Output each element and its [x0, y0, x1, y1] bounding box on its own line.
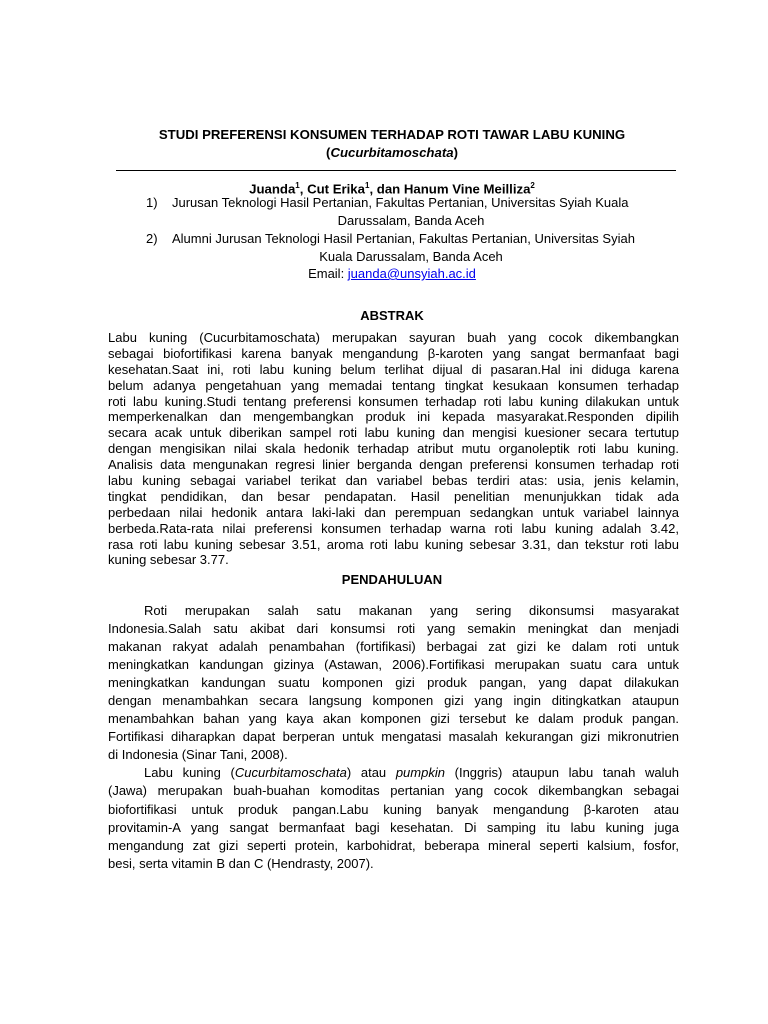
abstract-line: kuning sebesar 3.77. — [108, 552, 229, 568]
body-line: mengandung zat gizi seperti protein, karbohidrat, beberapa mineral seperti kalsium, fosfor, — [108, 837, 679, 853]
body-line: di Indonesia (Sinar Tani, 2008). — [108, 747, 288, 763]
author-affiliation-mark: 2 — [530, 181, 535, 190]
body-line: Labu kuning (Cucurbitamoschata) atau pumpkin (Inggris) ataupun labu tanah waluh — [144, 765, 679, 781]
abstract-line: rasa roti labu kuning sebesar 3.51, aroma roti labu kuning sebesar 3.31, dan tekstur roti labu — [108, 536, 679, 552]
abstract-line: Analisis data mengunakan regresi linier berganda dengan preferensi konsumen terhadap roti — [108, 457, 679, 473]
affiliation-number: 2) — [146, 231, 158, 246]
abstract-line: dengan mengisikan nilai skala hedonik terhadap atribut mutu organoleptik roti labu kuning. — [108, 441, 679, 457]
paper-title — [108, 126, 676, 161]
body-line: besi, serta vitamin B dan C (Hendrasty, 2007). — [108, 855, 374, 871]
body-line: makanan rakyat adalah penambahan (fortifikasi) berbagai zat gizi ke dalam roti untuk — [108, 639, 679, 655]
introduction-heading: PENDAHULUAN — [341, 572, 443, 587]
abstract-line: roti labu kuning.Studi tentang preferensi konsumen terhadap roti labu kuning dilakukan untuk — [108, 393, 679, 409]
introduction-text — [108, 602, 679, 873]
title-divider — [116, 170, 676, 171]
abstract-line: sebagai biofortifikasi karena banyak mengandung β-karoten yang sangat bermanfaat bagi — [108, 345, 679, 361]
english-term: pumpkin — [395, 765, 445, 781]
affiliation-1 — [146, 194, 676, 230]
contact-email — [108, 265, 676, 282]
author-affiliation-mark: 1 — [295, 181, 300, 190]
body-line: Roti merupakan salah satu makanan yang sering dikonsumsi masyarakat — [144, 603, 679, 618]
body-line: menambahkan bahan yang kaya akan komponen gizi tersebut ke dalam produk pangan. — [108, 711, 679, 727]
author-name: Juanda — [249, 181, 296, 197]
author-affiliation-mark: 1 — [364, 181, 370, 190]
abstract-line: tingkat pendidikan, dan besar pendapatan. Hasil penelitian menunjukkan tidak ada — [108, 488, 679, 504]
author-list: Juanda$^1$, Cut Erika$^1$, dan Hanum Vine Meilliza$^2$ — [249, 181, 535, 197]
email-link[interactable]: juanda@unsyiah.ac.id — [347, 266, 476, 281]
affiliation-line: Kuala Darussalam, Banda Aceh — [319, 249, 503, 264]
abstract-line: Labu kuning (Cucurbitamoschata) merupakan sayuran buah yang cocok dikembangkan — [108, 330, 679, 345]
affiliation-line: Jurusan Teknologi Hasil Pertanian, Fakultas Pertanian, Universitas Syiah Kuala — [172, 195, 629, 210]
title-species-name: Cucurbitamoschata — [330, 144, 454, 160]
affiliation-number: 1) — [146, 195, 158, 210]
body-line: Fortifikasi diharapkan dapat berperan untuk mengatasi masalah kekurangan gizi mikronutrien — [108, 729, 679, 745]
body-line: (Jawa) merupakan buah-buahan komoditas pertanian yang cocok dikembangkan sebagai — [108, 783, 679, 799]
affiliation-2 — [146, 230, 676, 266]
affiliation-line: Darussalam, Banda Aceh — [337, 213, 485, 228]
abstract-line: secara acak untuk diberikan sampel roti labu kuning dan mengisi kuesioner secara tertutup — [108, 425, 679, 441]
title-line-2: (Cucurbitamoschata) — [326, 144, 458, 160]
species-name: Cucurbitamoschata — [234, 765, 347, 781]
abstract-line: perbedaan nilai hedonik antara laki-laki dan perempuan sedangkan untuk variabel lainnya — [108, 504, 679, 520]
abstract-line: berbeda.Rata-rata nilai preferensi konsumen terhadap warna roti labu kuning adalah 3.42, — [108, 520, 679, 536]
abstract-line: kesehatan.Saat ini, roti labu kuning belum terlihat dijual di pasaran.Hal ini diduga karena — [108, 361, 679, 377]
title-line-1: STUDI PREFERENSI KONSUMEN TERHADAP ROTI TAWAR LABU KUNING — [158, 127, 626, 142]
body-line: provitamin-A yang sangat bermanfaat bagi kesehatan. Di samping itu labu kuning juga — [108, 819, 679, 835]
email-label: Email: — [308, 266, 348, 281]
abstract-heading: ABSTRAK — [360, 308, 424, 323]
body-line: biofortifikasi untuk produk pangan.Labu kuning banyak mengandung β-karoten atau — [108, 801, 679, 817]
body-line: Indonesia.Salah satu akibat dari konsumsi roti yang semakin meningkat dan menjadi — [108, 621, 679, 637]
author-name: Cut Erika — [307, 181, 365, 197]
body-line: meningkatkan kandungan suatu komponen gizi produk pangan, yang dapat dilakukan — [108, 675, 679, 691]
abstract-line: belum adanya pengetahuan yang memadai tentang tingkat kesukaan konsumen terhadap — [108, 377, 679, 393]
body-line: meningkatkan kandungan gizinya (Astawan, 2006).Fortifikasi merupakan suatu cara untuk — [108, 657, 679, 673]
author-name: Hanum Vine Meilliza — [403, 181, 531, 197]
affiliation-line: Alumni Jurusan Teknologi Hasil Pertanian, Fakultas Pertanian, Universitas Syiah — [172, 231, 635, 246]
abstract-line: labu kuning sebagai variabel terikat dan variabel bebas terdiri atas: usia, jenis kelamin, — [108, 473, 679, 489]
body-line: dengan menambahkan secara langsung komponen gizi yang ingin ditingkatkan ataupun — [108, 693, 679, 709]
abstract-line: memperkenalkan dan mengembangkan produk ini kepada masyarakat.Responden dipilih — [108, 409, 679, 425]
abstract-text — [108, 330, 679, 568]
